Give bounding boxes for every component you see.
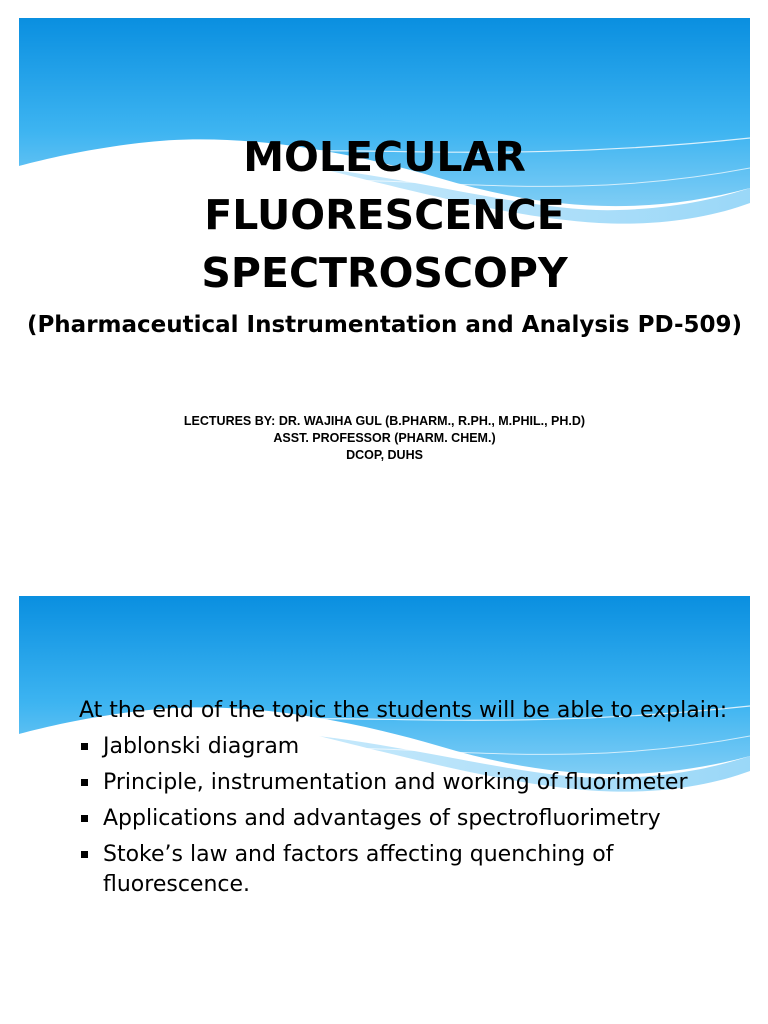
title-line: MOLECULAR — [243, 133, 526, 181]
presentation-title — [19, 128, 750, 302]
lecturer-line: DCOP, DUHS — [346, 448, 423, 462]
square-bullet-icon — [81, 815, 88, 822]
list-item — [79, 768, 729, 798]
list-item-text: Principle, instrumentation and working of fluorimeter — [103, 770, 688, 795]
title-slide — [19, 18, 750, 573]
title-line: SPECTROSCOPY — [201, 249, 568, 297]
square-bullet-icon — [81, 851, 88, 858]
list-item — [79, 840, 729, 900]
title-line: FLUORESCENCE — [204, 191, 565, 239]
list-item-text: Stoke’s law and factors affecting quenching of fluorescence. — [103, 842, 614, 897]
list-item — [79, 732, 729, 762]
list-item-text: Applications and advantages of spectrofluorimetry — [103, 806, 661, 831]
objectives-list — [79, 732, 729, 900]
square-bullet-icon — [81, 743, 88, 750]
lecturer-line: LECTURES BY: DR. WAJIHA GUL (B.PHARM., R.PH., M.PHIL., PH.D) — [183, 414, 586, 428]
learning-objectives — [79, 696, 729, 906]
list-item — [79, 804, 729, 834]
course-subtitle: (Pharmaceutical Instrumentation and Analysis PD-509) — [26, 312, 743, 338]
square-bullet-icon — [81, 779, 88, 786]
lecturer-info — [19, 413, 750, 464]
objectives-intro: At the end of the topic the students will be able to explain: — [79, 698, 728, 723]
lecturer-line: ASST. PROFESSOR (PHARM. CHEM.) — [273, 431, 496, 445]
objectives-slide — [19, 596, 750, 1001]
list-item-text: Jablonski diagram — [103, 734, 300, 759]
